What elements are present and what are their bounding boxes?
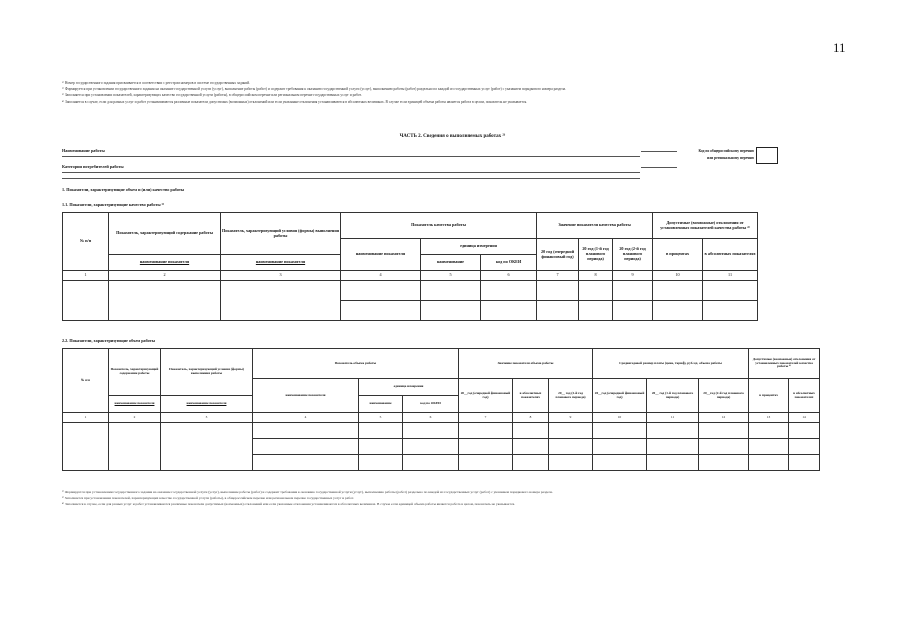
table-cell[interactable] (703, 301, 758, 321)
col-num: 10 (653, 271, 703, 281)
col-num: 1 (63, 413, 109, 423)
table-cell[interactable] (653, 301, 703, 321)
footnote: ³⁾ Заполняется при установлении показателей, характеризующих качество государственной услуги (работы), в общероссийском перечне или региональном перечне государственных услуг и работ. (62, 496, 354, 501)
table-cell[interactable] (359, 455, 403, 471)
header-no: № п/п (63, 349, 109, 413)
table-cell[interactable] (421, 301, 481, 321)
table-cell[interactable] (579, 281, 613, 301)
table-cell[interactable] (653, 281, 703, 301)
col-num: 6 (481, 271, 537, 281)
table-cell[interactable] (63, 423, 109, 471)
table-cell[interactable] (481, 281, 537, 301)
table-cell[interactable] (647, 423, 699, 439)
table-cell[interactable] (359, 423, 403, 439)
header-unit: единица измерения (421, 239, 537, 255)
header-quality: Показатель качества работы (341, 213, 537, 239)
header-indicator-name: наименование показателя (221, 255, 341, 271)
work-name-label: Наименование работы (62, 148, 105, 153)
col-num: 6 (403, 413, 459, 423)
header-absolute: в абсолютных показателях (703, 239, 758, 271)
table-cell[interactable] (749, 455, 789, 471)
table-cell[interactable] (613, 281, 653, 301)
col-num: 8 (579, 271, 613, 281)
header-price-year-2: 20__год (2-й год планового периода) (699, 379, 749, 413)
header-price: Среднегодовой размер платы (цена, тариф), руб./ед. объема работы (593, 349, 749, 379)
table-cell[interactable] (341, 281, 421, 301)
col-num: 11 (703, 271, 758, 281)
table-cell[interactable] (699, 455, 749, 471)
table-cell[interactable] (109, 423, 161, 471)
table-cell[interactable] (513, 455, 549, 471)
col-num: 7 (459, 413, 513, 423)
footnote: ¹⁾ Номер государственного задания присваивается в соответствии с реестром номеров в системе государственных заданий. (62, 81, 251, 85)
header-conditions: Показатель, характеризующий условия (формы) выполнения работы (221, 213, 341, 255)
table-cell[interactable] (647, 455, 699, 471)
table-cell[interactable] (403, 423, 459, 439)
table-cell[interactable] (789, 455, 820, 471)
footnote: ²⁾ Формируется при установлении государственного задания на оказание государственной услуги (услуг), выполнение работы (работ) и содержит требования к оказанию государственной услуги (услуг), выполнению работы (работ) раздельно по каждой из государственных услуг (работ) с указанием порядкового номера раздела. (62, 87, 567, 92)
code-label-2: или региональному перечню (707, 156, 754, 160)
table-cell[interactable] (221, 281, 341, 321)
header-okei: код по ОКЕИ (403, 396, 459, 413)
table-cell[interactable] (549, 423, 593, 439)
table-cell[interactable] (699, 423, 749, 439)
table-row (63, 281, 758, 301)
footnotes-top (62, 80, 842, 105)
categories-line-2 (62, 178, 640, 179)
work-name-line-end (641, 151, 677, 152)
table-cell[interactable] (699, 439, 749, 455)
col-num: 5 (421, 271, 481, 281)
col-num: 4 (253, 413, 359, 423)
table-cell[interactable] (749, 439, 789, 455)
header-year-2: 20 год (2-й год планового периода) (613, 239, 653, 271)
col-num: 2 (109, 271, 221, 281)
categories-label: Категории потребителей работы (62, 164, 124, 169)
categories-line-end (641, 167, 677, 168)
header-unit: единица измерения (359, 379, 459, 396)
work-name-line (62, 156, 640, 157)
col-num: 3 (161, 413, 253, 423)
table-cell[interactable] (161, 423, 253, 471)
table-cell[interactable] (403, 455, 459, 471)
table-cell[interactable] (253, 455, 359, 471)
header-conditions: Показатель, характеризующий условия (формы) выполнения работы (161, 349, 253, 396)
table-cell[interactable] (253, 423, 359, 439)
table-cell[interactable] (421, 281, 481, 301)
table-cell[interactable] (459, 423, 513, 439)
table-cell[interactable] (613, 301, 653, 321)
header-indicator-name: наименование показателя (109, 396, 161, 413)
table-cell[interactable] (549, 455, 593, 471)
table-cell[interactable] (549, 439, 593, 455)
table-cell[interactable] (63, 281, 109, 321)
part-title: ЧАСТЬ 2. Сведения о выполняемых работах ²⁾ (399, 134, 506, 139)
header-indicator-name: наименование показателя (161, 396, 253, 413)
table-cell[interactable] (341, 301, 421, 321)
header-percent: в процентах (749, 379, 789, 413)
section-1-1-title: 1.1. Показатели, характеризующие качество работы ³⁾ (62, 202, 165, 207)
header-absolute: в абсолютных показателях (513, 379, 549, 413)
col-num: 14 (789, 413, 820, 423)
page-number: 11 (833, 40, 846, 55)
header-deviation: Допустимые (возможные) отклонения от установленных показателей качества работы ⁴⁾ (749, 349, 820, 379)
table-cell[interactable] (513, 423, 549, 439)
col-num: 13 (749, 413, 789, 423)
header-value: Значение показателя качества работы (537, 213, 653, 239)
col-num: 9 (613, 271, 653, 281)
col-num: 1 (63, 271, 109, 281)
table-cell[interactable] (253, 439, 359, 455)
header-value: Значение показателя объема работы (459, 349, 593, 379)
table-cell[interactable] (459, 455, 513, 471)
table-cell[interactable] (537, 301, 579, 321)
table-cell[interactable] (593, 423, 647, 439)
table-cell[interactable] (481, 301, 537, 321)
header-indicator-name: наименование показателя (341, 239, 421, 271)
table-cell[interactable] (703, 281, 758, 301)
footnote: ⁴⁾ Заполняется в случае, если для разных услуг и работ устанавливаются различные показатели допустимых (возможных) отклонений или если указанные отклонения устанавливаются в абсолютных величинах. В случае если единицей объема работы является работа в целом, показатель не указывается. (62, 502, 515, 507)
table-cell[interactable] (459, 439, 513, 455)
header-price-year-0: 20__год (очередной финансовый год) (593, 379, 647, 413)
table-cell[interactable] (359, 439, 403, 455)
code-box[interactable] (756, 147, 778, 164)
header-year-2: 20__ год (2-й год планового периода) (549, 379, 593, 413)
header-volume: Показатель объема работы (253, 349, 459, 379)
header-indicator-name: наименование показателя (253, 379, 359, 413)
table-cell[interactable] (109, 281, 221, 321)
table-cell[interactable] (513, 439, 549, 455)
section-1-2-title: 2.2. Показатели, характеризующие объем работы (62, 338, 156, 343)
volume-table (62, 348, 820, 471)
footnote: ²⁾ Формируется при установлении государственного задания на оказание государственной услуги (услуг), выполнение работы (работ) и содержит требования к оказанию государственной услуги (услуг), выполнению работы (работ) раздельно по каждой из государственных услуг (работ) с указанием порядкового номера раздела. (62, 490, 553, 494)
col-num: 8 (513, 413, 549, 423)
header-absolute: в абсолютных показателях (789, 379, 820, 413)
header-unit-name: наименование (359, 396, 403, 413)
section-1-title: 1. Показатели, характеризующие объем и (или) качество работы (62, 187, 185, 192)
footnotes-bottom (62, 489, 842, 508)
header-price-year-1: 20__ год (1-й год планового периода) (647, 379, 699, 413)
footnote: ³⁾ Заполняется при установлении показателей, характеризующих качество государственной услуги (работы), в общероссийском перечне или региональном перечне государственных услуг и работ. (62, 93, 362, 98)
header-year-0: 20 год (очередной финансовый год) (537, 239, 579, 271)
header-okei: код по ОКЕИ (481, 255, 537, 271)
col-num: 4 (341, 271, 421, 281)
table-cell[interactable] (579, 301, 613, 321)
header-deviation: Допустимые (возможные) отклонения от установленных показателей качества работы ⁴⁾ (653, 213, 758, 239)
header-unit-name: наименование (421, 255, 481, 271)
column-numbers-row (63, 271, 758, 281)
col-num: 3 (221, 271, 341, 281)
footnote: ⁴⁾ Заполняется в случае, если для разных услуг и работ устанавливаются различные показатели допустимых (возможных) отклонений или если указанные отклонения устанавливаются в абсолютных величинах. В случае если единицей объема работы является работа в целом, показатель не указывается. (62, 99, 528, 104)
header-year-1: 20 год (1-й год планового периода) (579, 239, 613, 271)
header-content: Показатель, характеризующий содержание работы (109, 213, 221, 255)
col-num: 2 (109, 413, 161, 423)
col-num: 9 (549, 413, 593, 423)
table-cell[interactable] (647, 439, 699, 455)
col-num: 10 (593, 413, 647, 423)
col-num: 5 (359, 413, 403, 423)
table-cell[interactable] (789, 439, 820, 455)
table-cell[interactable] (593, 455, 647, 471)
header-percent: в процентах (653, 239, 703, 271)
header-indicator-name: наименование показателя (109, 255, 221, 271)
categories-line (62, 172, 640, 173)
table-cell[interactable] (789, 423, 820, 439)
table-cell[interactable] (593, 439, 647, 455)
column-numbers-row (63, 413, 820, 423)
header-year-0: 20__год (очередной финансовый год) (459, 379, 513, 413)
table-cell[interactable] (403, 439, 459, 455)
col-num: 12 (699, 413, 749, 423)
table-cell[interactable] (537, 281, 579, 301)
header-content: Показатель, характеризующий содержание работы (109, 349, 161, 396)
table-cell[interactable] (749, 423, 789, 439)
code-label-1: Код по общероссийскому перечню (698, 149, 754, 153)
table-row (63, 423, 820, 439)
header-no: № п/п (63, 213, 109, 271)
col-num: 7 (537, 271, 579, 281)
quality-table (62, 212, 758, 321)
col-num: 11 (647, 413, 699, 423)
